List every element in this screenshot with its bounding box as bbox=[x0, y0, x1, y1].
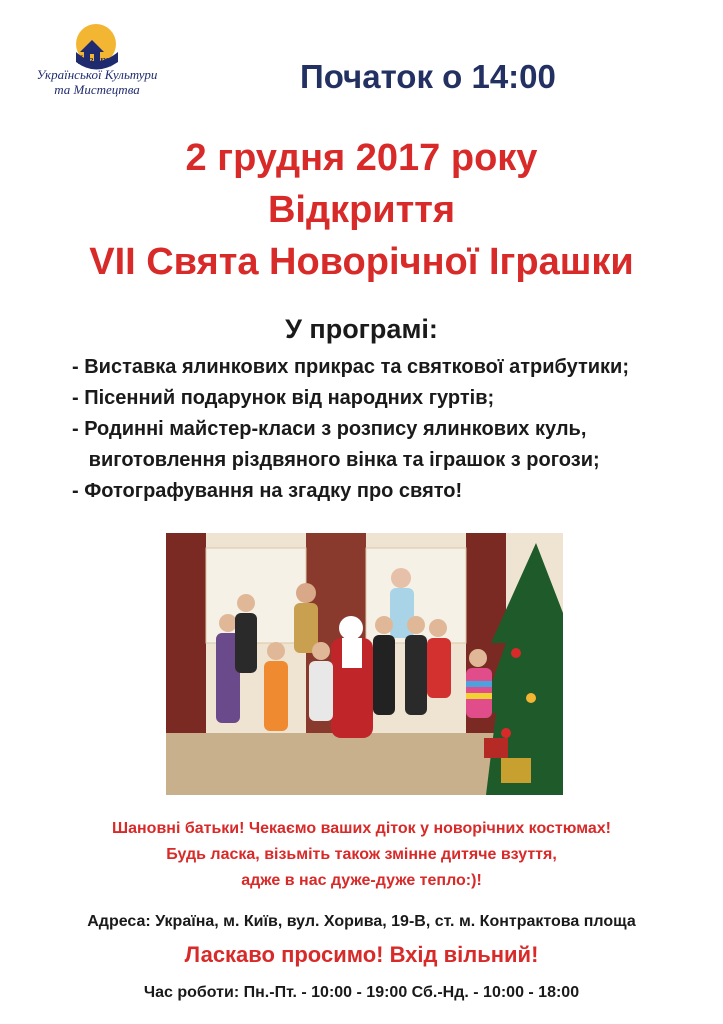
notice-line-1: Шановні батьки! Чекаємо ваших діток у новорічних костюмах! bbox=[112, 820, 611, 837]
event-date: 2 грудня 2017 року bbox=[185, 137, 538, 179]
logo-line-2: Української Культури bbox=[36, 67, 158, 82]
event-opening: Відкриття bbox=[267, 189, 456, 231]
opening-hours: Час роботи: Пн.-Пт. - 10:00 - 19:00 Сб.-Нд. - 10:00 - 18:00 bbox=[143, 984, 580, 1001]
program-item: - Виставка ялинкових прикрас та святкової атрибутики; bbox=[72, 356, 630, 378]
address: Адреса: Україна, м. Київ, вул. Хорива, 19-В, ст. м. Контрактова площа bbox=[87, 913, 636, 930]
event-title: VII Свята Новорічної Іграшки bbox=[89, 241, 634, 283]
logo-text bbox=[22, 52, 172, 97]
program-item: - Родинні майстер-класи з розпису ялинкових куль, bbox=[72, 418, 587, 440]
program-title: У програмі: bbox=[285, 314, 438, 344]
program-item: виготовлення різдвяного вінка та іграшок з рогози; bbox=[72, 449, 600, 471]
program-item: - Пісенний подарунок від народних гуртів; bbox=[72, 387, 495, 409]
notice-line-3: адже в нас дуже-дуже тепло:)! bbox=[241, 872, 482, 889]
welcome-message: Ласкаво просимо! Вхід вільний! bbox=[184, 942, 539, 967]
logo-line-3: та Мистецтва bbox=[54, 82, 140, 97]
start-time: Початок о 14:00 bbox=[300, 58, 556, 95]
logo-line-1: Центр bbox=[78, 52, 116, 67]
program-item: - Фотографування на згадку про свято! bbox=[72, 480, 463, 502]
program-list bbox=[72, 352, 629, 507]
notice-line-2: Будь ласка, візьміть також змінне дитяче взуття, bbox=[166, 846, 557, 863]
event-photo bbox=[166, 533, 563, 795]
